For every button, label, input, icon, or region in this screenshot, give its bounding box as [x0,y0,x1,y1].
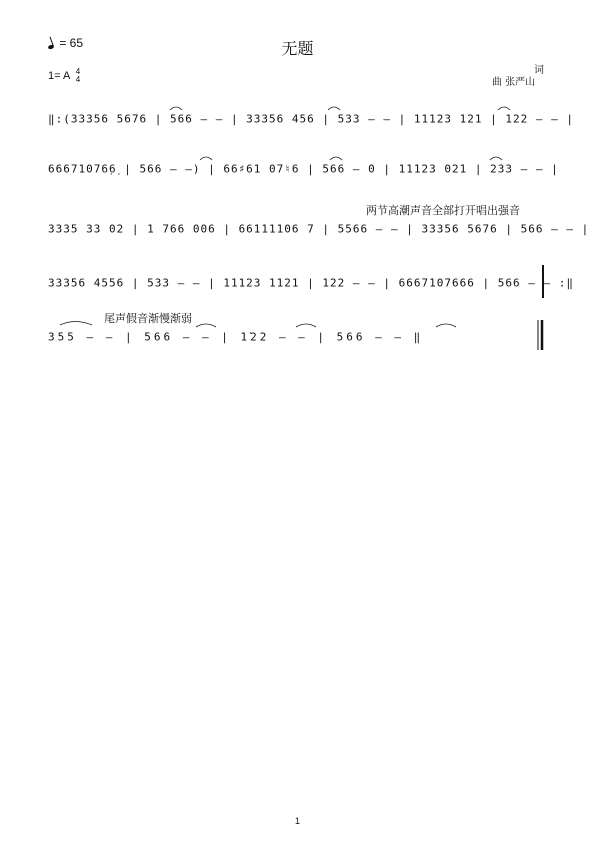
slur-arc [490,157,502,160]
score-line-text: 33356 4556 | 533 — — | 11123 1121 | 122 — — | 6667107666 | 566 — — :‖ [48,276,574,290]
slur-arc [330,157,342,160]
score-line-text: 355 — — | 566 — — | 1̇22 — — | 566 — — ‖ [48,330,424,344]
lyricist-credit: 词 [534,65,544,76]
tempo-value: = 65 [59,36,84,50]
key-value: 1= A [48,69,70,82]
slur-arc [60,322,92,326]
score-line-5 [48,330,423,352]
score-line-text: 66671076̣6̣ | 566 — —) | 66♯61 07♮6 | 566 — 0 | 11123 021 | 233 — — | [48,162,559,176]
time-signature-bottom: 4 [75,75,81,84]
score-line-2 [48,162,559,184]
key-signature [48,68,80,84]
time-signature-top: 4 [75,67,81,76]
composer-credit: 曲 张严山 [492,77,536,88]
climax-remark: 两节高潮声音全部打开唱出强音 [366,204,520,217]
ending-remark: 尾声假音渐慢渐弱 [104,312,192,325]
slur-arc [296,324,316,327]
song-title: 无题 [281,39,314,58]
slur-arc [498,107,510,110]
page-number: 1 [294,816,300,826]
quarter-note-icon [47,44,54,50]
score-line-4 [48,276,574,298]
slur-arc [196,324,216,327]
tempo-marking [48,36,83,50]
time-signature [76,68,80,84]
score-line-text: ‖:(33356 5676 | 566 — — | 33356 456 | 533 — — | 11123 121 | 122 — — | [48,112,574,126]
score-line-1 [48,112,574,134]
slur-arc [200,157,212,160]
slur-arc [170,107,182,110]
score-line-3 [48,222,589,244]
slur-arc [436,324,456,327]
score-line-text: 3335 33 02 | 1 766 006 | 66111106 7 | 5566 — — | 33356 5676 | 566 — — | [48,222,590,236]
slur-arc [328,107,340,110]
